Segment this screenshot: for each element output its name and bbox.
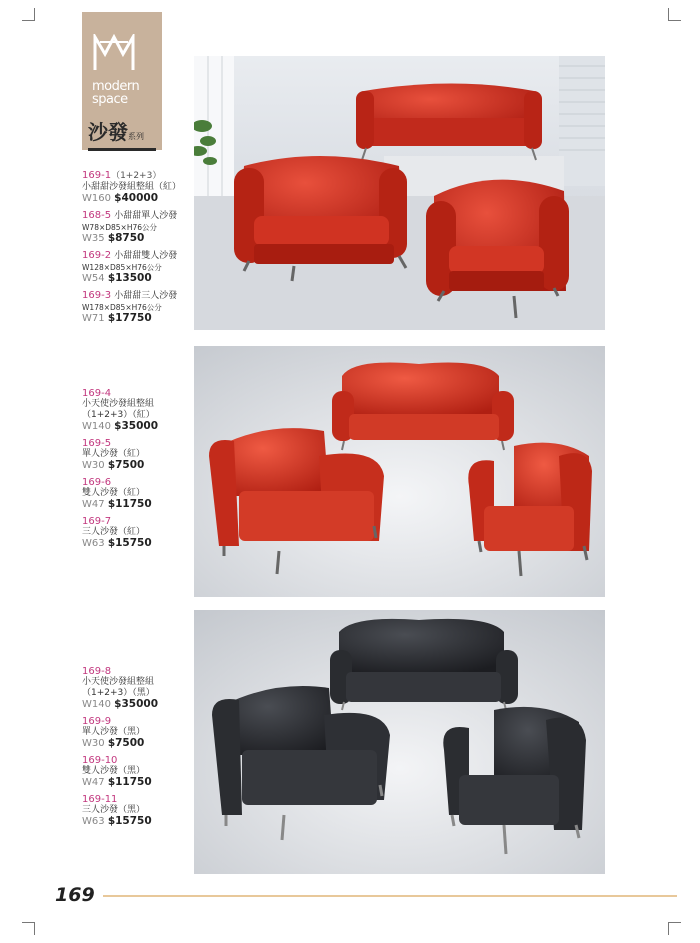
crop-mark-bottom-left — [22, 922, 35, 935]
product-list-group-1 — [82, 170, 192, 330]
brand-word-modern: modern — [92, 79, 140, 94]
product-photo-red-sofa-set-2 — [194, 346, 605, 597]
product-list-group-3 — [82, 666, 192, 833]
three-seat-sofa — [330, 619, 518, 710]
brand-divider — [88, 148, 156, 151]
product-photo-red-sofa-set-1 — [194, 56, 605, 330]
list-item: 169-1（1+2+3） 小甜甜沙發組整組（紅） W160 $40000 — [82, 170, 182, 204]
crop-mark-top-right — [668, 8, 681, 21]
list-item: 169-4 小天使沙發組整組 （1+2+3）（紅） W140 $35000 — [82, 388, 159, 432]
brand-word-space: space — [92, 92, 128, 107]
modern-space-logo-icon — [92, 34, 136, 72]
crop-mark-bottom-right — [668, 922, 681, 935]
list-item: 169-6 雙人沙發（紅） W47 $11750 — [82, 477, 152, 510]
list-item: 169-9 單人沙發（黑） W30 $7500 — [82, 716, 146, 749]
red-sofa-set-image — [194, 56, 605, 330]
crop-mark-top-left — [22, 8, 35, 21]
list-item: 169-10 雙人沙發（黑） W47 $11750 — [82, 755, 152, 788]
series-title: 沙發系列 — [88, 120, 144, 144]
product-list-group-2 — [82, 388, 192, 555]
brand-logo-block — [82, 12, 162, 150]
list-item: 168-5 小甜甜單人沙發 W78×D85×H76公分 W35 $8750 — [82, 210, 178, 244]
list-item: 169-3 小甜甜三人沙發 W178×D85×H76公分 W71 $17750 — [82, 290, 178, 324]
red-angel-sofa-set-image — [194, 346, 605, 597]
list-item: 169-11 三人沙發（黑） W63 $15750 — [82, 794, 152, 827]
page-number: 169 — [55, 884, 95, 906]
list-item: 169-5 單人沙發（紅） W30 $7500 — [82, 438, 146, 471]
three-seat-sofa — [332, 363, 514, 451]
list-item: 169-2 小甜甜雙人沙發 W128×D85×H76公分 W54 $13500 — [82, 250, 178, 284]
list-item: 169-8 小天使沙發組整組 （1+2+3）（黑） W140 $35000 — [82, 666, 159, 710]
two-seat-sofa — [234, 156, 407, 281]
product-photo-black-sofa-set — [194, 610, 605, 874]
black-angel-sofa-set-image — [194, 610, 605, 874]
list-item: 169-7 三人沙發（紅） W63 $15750 — [82, 516, 152, 549]
footer-rule — [103, 895, 677, 897]
